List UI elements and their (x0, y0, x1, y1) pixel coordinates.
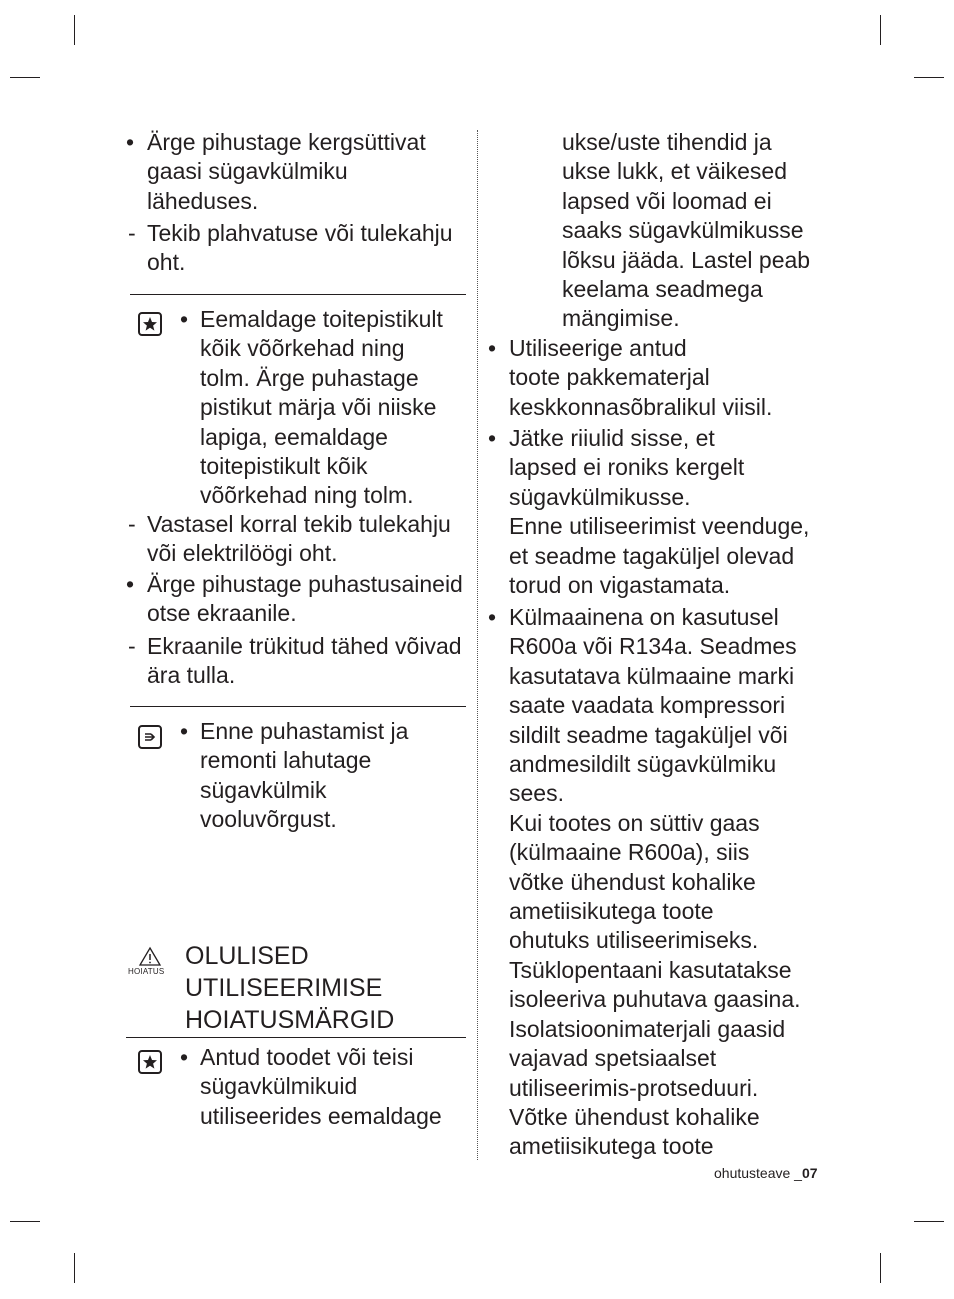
bullet-marker: • (488, 335, 497, 361)
crop-mark (914, 1221, 944, 1222)
section-rule (126, 1037, 466, 1038)
bullet-marker: • (126, 129, 135, 155)
crop-mark (880, 1253, 881, 1283)
crop-mark (10, 77, 40, 78)
bullet-marker: • (488, 425, 497, 451)
star-icon (138, 312, 162, 336)
bullet-marker: • (126, 571, 135, 597)
section-heading: OLULISED UTILISEERIMISE HOIATUSMÄRGID (185, 942, 395, 1034)
page-number: 07 (801, 1165, 818, 1181)
dash-marker: - (128, 633, 136, 659)
page-footer (714, 1164, 818, 1182)
crop-mark (74, 15, 75, 45)
consequence-text: Ekraanile trükitud tähed võivad ära tulla. (147, 633, 462, 689)
column-divider (477, 130, 478, 1160)
bullet-text: Eemaldage toitepistikult kõik võõrkehad ning tolm. Ärge puhastage pistikut märja või niiske lapiga, eemaldage toitepistikult kõik võõrkehad ning tolm. (200, 306, 443, 509)
dash-marker: - (128, 511, 136, 537)
warning-label: HOIATUS (128, 967, 165, 976)
crop-mark (10, 1221, 40, 1222)
bullet-marker: • (488, 604, 497, 630)
star-icon (138, 1050, 162, 1074)
consequence-text: Vastasel korral tekib tulekahju või elektrilöögi oht. (147, 511, 451, 567)
continued-text: ukse/uste tihendid ja ukse lukk, et väikesed lapsed või loomad ei saaks sügavkülmikusse lõksu jääda. Lastel peab keelama seadmega mängimise. (562, 129, 811, 332)
bullet-text: Antud toodet või teisi sügavkülmikuid utiliseerides eemaldage (200, 1044, 442, 1129)
bullet-marker: • (180, 306, 189, 332)
footer-section: ohutusteave _ (714, 1165, 802, 1181)
section-rule (130, 294, 466, 295)
bullet-text: Jätke riiulid sisse, et lapsed ei roniks kergelt sügavkülmikusse. Enne utiliseerimist veenduge, et seadme tagaküljel olevad torud on vigastamata. (509, 425, 810, 599)
crop-mark (880, 15, 881, 45)
unplug-icon (138, 725, 162, 749)
bullet-text: Külmaainena on kasutusel R600a või R134a. Seadmes kasutatava külmaaine marki saate vaadata kompressori sildilt seadme tagaküljel või andmesildilt sügavkülmiku sees. Kui tootes on süttiv gaas (külmaaine R600a), siis võtke ühendust kohalike ametiisikutega toote ohutuks utiliseerimiseks. Tsüklopentaani kasutatakse isoleeriva puhutava gaasina. Isolatsioonimaterjali gaasid vajavad spetsiaalset utiliseerimis-protseduuri. Võtke ühendust kohalike ametiisikutega toote (509, 604, 801, 1160)
bullet-text: Enne puhastamist ja remonti lahutage sügavkülmik vooluvõrgust. (200, 718, 409, 833)
dash-marker: - (128, 220, 136, 246)
bullet-marker: • (180, 1044, 189, 1070)
section-rule (130, 706, 466, 707)
crop-mark (914, 77, 944, 78)
bullet-text: Ärge pihustage puhastusaineid otse ekraanile. (147, 571, 463, 627)
bullet-marker: • (180, 718, 189, 744)
crop-mark (74, 1253, 75, 1283)
consequence-text: Tekib plahvatuse või tulekahju oht. (147, 220, 453, 276)
bullet-text: Ärge pihustage kergsüttivat gaasi sügavkülmiku läheduses. (147, 129, 426, 214)
bullet-text: Utiliseerige antud toote pakkematerjal keskkonnasõbralikul viisil. (509, 335, 773, 420)
